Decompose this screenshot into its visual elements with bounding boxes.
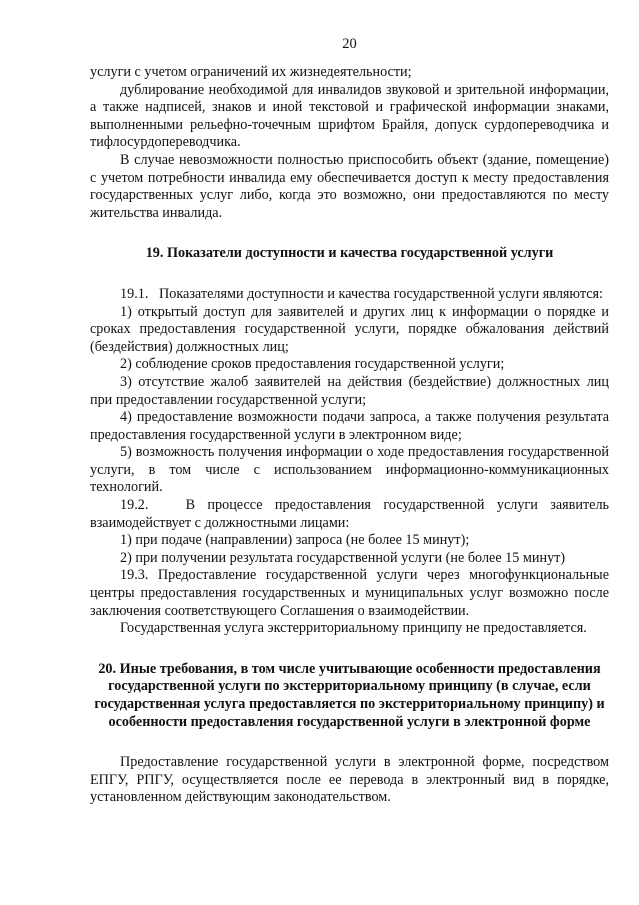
section-19-paragraph-1: 19.1. Показателями доступности и качества государственной услуги являются: bbox=[120, 285, 603, 302]
section-19-paragraph-9: 2) при получении результата государственной услуги (не более 15 минут) bbox=[120, 549, 566, 566]
section-19-heading: 19. Показатели доступности и качества государственной услуги bbox=[145, 245, 554, 262]
page-number: 20 bbox=[342, 36, 357, 52]
section-19-paragraph-8: 1) при подаче (направлении) запроса (не более 15 минут); bbox=[120, 532, 470, 549]
section-19-paragraph-4: 3) отсутствие жалоб заявителей на действия (бездействие) должностных лиц при предоставлении государственной услуги; bbox=[90, 373, 609, 408]
intro-paragraph-1: услуги с учетом ограничений их жизнедеятельности; bbox=[90, 64, 412, 80]
section-19-paragraph-10: 19.3. Предоставление государственной услуги через многофункциональные центры предоставления государственных и муниципальных услуг возможно после заключения соответствующего Соглашения о взаимодействии. bbox=[90, 567, 609, 619]
section-20-heading: 20. Иные требования, в том числе учитывающие особенности предоставления государственной услуги по экстерриториальному принципу (в случае, если государственная услуга предоставляется по экстерриториальному принципу) и особенности предоставления государственной услуги в электронной форме bbox=[94, 660, 605, 730]
intro-paragraph-3: В случае невозможности полностью приспособить объект (здание, помещение) с учетом потребности инвалида ему обеспечивается доступ к месту предоставления государственных услуг либо, когда это возможно, они предоставляются по месту жительства инвалида. bbox=[90, 151, 609, 221]
section-19-paragraph-11: Государственная услуга экстерриториальному принципу не предоставляется. bbox=[120, 620, 587, 637]
section-19-paragraph-5: 4) предоставление возможности подачи запроса, а также получения результата предоставления государственной услуги в электронном виде; bbox=[90, 409, 609, 443]
section-19-paragraph-2: 1) открытый доступ для заявителей и других лиц к информации о порядке и сроках предоставления государственной услуги, порядке обжалования действий (бездействия) должностных лиц; bbox=[90, 303, 609, 355]
section-19-paragraph-6: 5) возможность получения информации о ходе предоставления государственной услуги, в том числе с использованием информационно-коммуникационных технологий. bbox=[90, 444, 609, 496]
section-19-paragraph-3: 2) соблюдение сроков предоставления государственной услуги; bbox=[120, 356, 505, 373]
section-20-paragraph-1: Предоставление государственной услуги в электронной форме, посредством ЕПГУ, РПГУ, осуществляется после ее перевода в электронный вид в порядке, установленном действующим законодательством. bbox=[90, 754, 609, 806]
section-19-paragraph-7: 19.2. В процессе предоставления государственной услуги заявитель взаимодействует с должностными лицами: bbox=[90, 497, 609, 531]
intro-paragraph-2: дублирование необходимой для инвалидов звуковой и зрительной информации, а также надписей, знаков и иной текстовой и графической информации знаками, выполненными рельефно-точечным шрифтом Брайля, допуск сурдопереводчика и тифлосурдопереводчика. bbox=[90, 81, 609, 151]
